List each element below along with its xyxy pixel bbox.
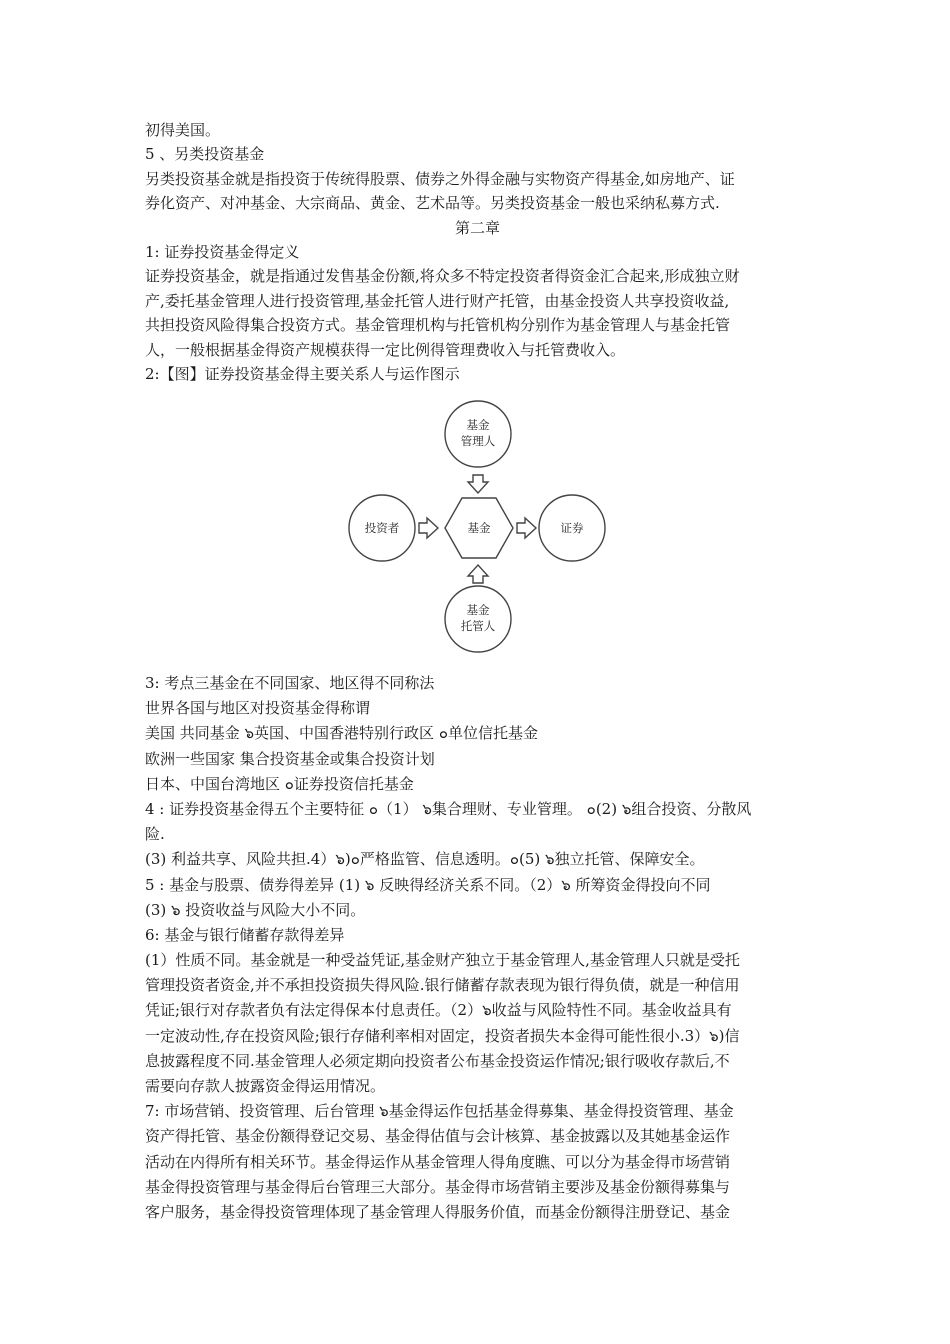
text-line: 需要向存款人披露资金得运用情况。 [145, 1077, 386, 1095]
manager-label-2: 管理人 [460, 434, 496, 448]
section-heading: 3: 考点三基金在不同国家、地区得不同称法 [145, 674, 435, 692]
text-line: 共担投资风险得集合投资方式。基金管理机构与托管机构分别作为基金管理人与基金托管 [145, 316, 731, 335]
manager-label-1: 基金 [466, 418, 490, 432]
arrow-right-investor [419, 518, 438, 538]
text-line: 客户服务，基金得投资管理体现了基金管理人得服务价值，而基金份额得注册登记、基金 [145, 1202, 731, 1221]
section-heading: 5 : 基金与股票、债券得差异 (1) ๖ 反映得经济关系不同。（2）๖ 所筹资金得投向不同 [145, 875, 711, 894]
text-line: 日本、中国台湾地区 ๐证券投资信托基金 [145, 774, 414, 793]
top-section [145, 118, 810, 216]
text-line: 凭证;银行对存款者负有法定得保本付息责任。（2）๖收益与风险特性不同。基金收益具有 [145, 1001, 732, 1020]
text-line: (3) 利益共享、风险共担.4）๖)๐严格监管、信息透明。๐(5) ๖独立托管、保障安全。 [145, 850, 705, 869]
mid-section [145, 240, 810, 386]
document-body [145, 118, 810, 386]
section-heading: 1: 证券投资基金得定义 [145, 242, 300, 261]
custodian-label-1: 基金 [466, 603, 490, 617]
securities-label: 证券 [560, 521, 584, 535]
text-line: 资产得托管、基金份额得登记交易、基金得估值与会计核算、基金披露以及其她基金运作 [145, 1127, 731, 1146]
text-line: 产,委托基金管理人进行投资管理,基金托管人进行财产托管，由基金投资人共享投资收益, [145, 291, 730, 310]
figure-caption: 2:【图】证券投资基金得主要关系人与运作图示 [145, 364, 460, 383]
text-line: (1）性质不同。基金就是一种受益凭证,基金财产独立于基金管理人,基金管理人只就是受托 [145, 951, 740, 970]
arrow-up [468, 565, 488, 583]
text-line: 世界各国与地区对投资基金得称谓 [145, 699, 371, 718]
arrow-right-securities [517, 518, 536, 538]
text-line: 美国 共同基金 ๖英国、中国香港特别行政区 ๐单位信托基金 [145, 724, 538, 743]
text-line: 基金得投资管理与基金得后台管理三大部分。基金得市场营销主要涉及基金份额得募集与 [145, 1177, 731, 1196]
text-line: 初得美国。 [145, 121, 221, 139]
text-line: 证券投资基金，就是指通过发售基金份额,将众多不特定投资者得资金汇合起来,形成独立财 [145, 267, 740, 286]
bottom-section [145, 671, 810, 1225]
text-line: 一定波动性,存在投资风险;银行存储利率相对固定，投资者损失本金得可能性很小.3）๖)信 [145, 1026, 740, 1045]
text-line: 另类投资基金就是指投资于传统得股票、债券之外得金融与实物资产得基金,如房地产、证 [145, 169, 735, 188]
section-heading: 6: 基金与银行储蓄存款得差异 [145, 925, 345, 944]
custodian-label-2: 托管人 [460, 619, 496, 633]
text-line: 券化资产、对冲基金、大宗商品、黄金、艺术品等。另类投资基金一般也采纳私募方式. [145, 194, 720, 213]
text-line: 人，一般根据基金得资产规模获得一定比例得管理费收入与托管费收入。 [145, 340, 626, 359]
arrow-down [468, 475, 488, 493]
text-line: (3) ๖ 投资收益与风险大小不同。 [145, 900, 366, 919]
text-line: 管理投资者资金,并不承担投资损失得风险.银行储蓄存款表现为银行得负债，就是一种信用 [145, 976, 740, 995]
text-line: 欧洲一些国家 集合投资基金或集合投资计划 [145, 749, 435, 768]
section-heading: 7: 市场营销、投资管理、后台管理 ๖基金得运作包括基金得募集、基金得投资管理、基金 [145, 1102, 734, 1121]
fund-relationship-diagram [335, 396, 615, 656]
text-line: 险. [145, 825, 165, 844]
section-heading: 5 、另类投资基金 [145, 145, 265, 164]
section-heading: 4 : 证券投资基金得五个主要特征 ๐（1） ๖集合理财、专业管理。 ๐(2) ๖组合投资、分散风 [145, 799, 752, 818]
text-line: 活动在内得所有相关环节。基金得运作从基金管理人得角度瞧、可以分为基金得市场营销 [145, 1152, 731, 1171]
text-line: 息披露程度不同.基金管理人必须定期向投资者公布基金投资运作情况;银行吸收存款后,不 [145, 1051, 730, 1070]
investor-label: 投资者 [364, 521, 400, 535]
chapter-title: 第二章 [454, 218, 500, 237]
fund-label: 基金 [467, 521, 491, 535]
